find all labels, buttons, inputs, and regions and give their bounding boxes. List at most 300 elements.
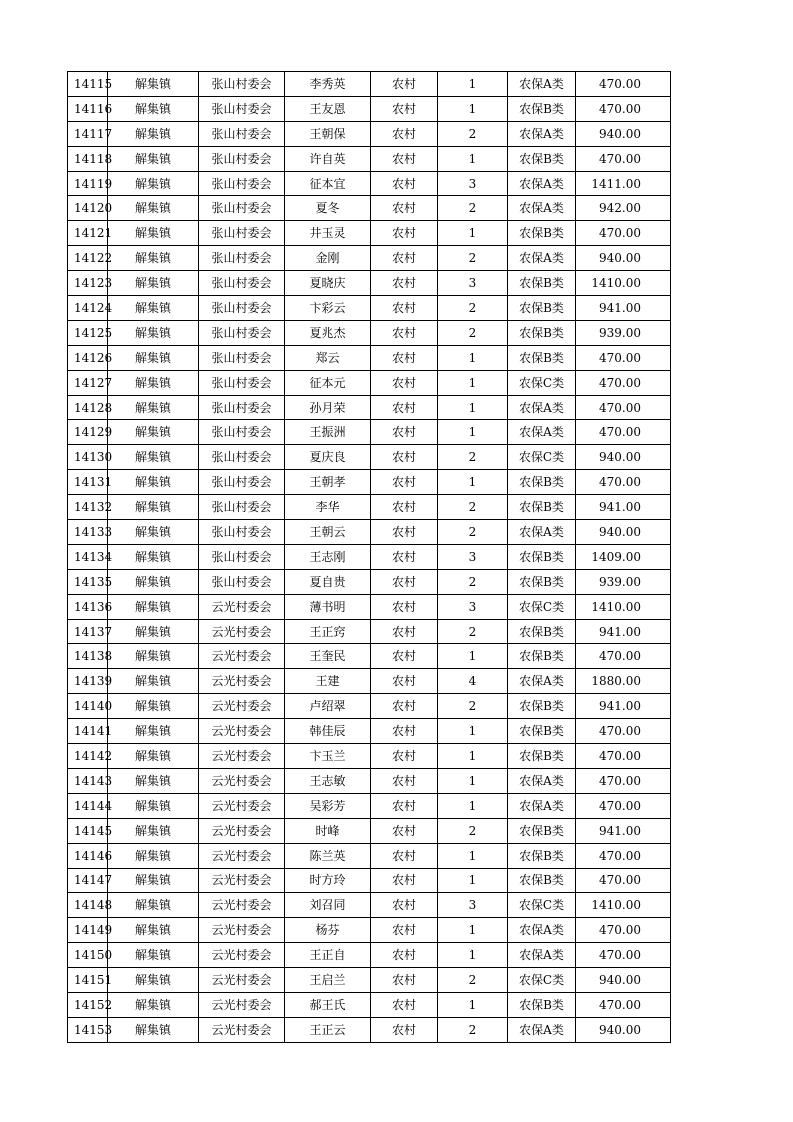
row-id-cell: 14116 [68, 96, 108, 121]
amount-cell: 470.00 [576, 395, 671, 420]
town-name-cell: 解集镇 [108, 719, 199, 744]
insurance-category-cell: 农保A类 [508, 246, 576, 271]
table-row [68, 146, 671, 171]
row-id-cell: 14139 [68, 669, 108, 694]
person-name-cell: 王朝孝 [285, 470, 371, 495]
member-count-cell: 1 [438, 793, 508, 818]
insurance-category-cell: 农保B类 [508, 644, 576, 669]
village-name-cell: 张山村委会 [199, 445, 285, 470]
insurance-category-cell: 农保B类 [508, 569, 576, 594]
person-name-cell: 王友恩 [285, 96, 371, 121]
row-id-cell: 14127 [68, 370, 108, 395]
insurance-category-cell: 农保A类 [508, 196, 576, 221]
insurance-category-cell: 农保B类 [508, 271, 576, 296]
table-row [68, 420, 671, 445]
amount-cell: 470.00 [576, 719, 671, 744]
member-count-cell: 1 [438, 72, 508, 97]
member-count-cell: 2 [438, 694, 508, 719]
insurance-category-cell: 农保B类 [508, 96, 576, 121]
insurance-category-cell: 农保B类 [508, 868, 576, 893]
person-name-cell: 卢绍翠 [285, 694, 371, 719]
table-row [68, 893, 671, 918]
person-name-cell: 孙月荣 [285, 395, 371, 420]
amount-cell: 470.00 [576, 992, 671, 1017]
person-name-cell: 井玉灵 [285, 221, 371, 246]
table-row [68, 271, 671, 296]
table-body [68, 72, 671, 1043]
row-id-cell: 14148 [68, 893, 108, 918]
town-name-cell: 解集镇 [108, 694, 199, 719]
town-name-cell: 解集镇 [108, 768, 199, 793]
table-row [68, 669, 671, 694]
town-name-cell: 解集镇 [108, 221, 199, 246]
person-name-cell: 王正窍 [285, 619, 371, 644]
insurance-category-cell: 农保B类 [508, 320, 576, 345]
amount-cell: 470.00 [576, 370, 671, 395]
member-count-cell: 3 [438, 594, 508, 619]
insurance-category-cell: 农保B类 [508, 296, 576, 321]
row-id-cell: 14143 [68, 768, 108, 793]
town-name-cell: 解集镇 [108, 121, 199, 146]
person-name-cell: 韩佳辰 [285, 719, 371, 744]
town-name-cell: 解集镇 [108, 1017, 199, 1042]
amount-cell: 1880.00 [576, 669, 671, 694]
area-type-cell: 农村 [371, 246, 438, 271]
insurance-category-cell: 农保C类 [508, 968, 576, 993]
town-name-cell: 解集镇 [108, 196, 199, 221]
town-name-cell: 解集镇 [108, 370, 199, 395]
row-id-cell: 14121 [68, 221, 108, 246]
area-type-cell: 农村 [371, 594, 438, 619]
amount-cell: 941.00 [576, 495, 671, 520]
member-count-cell: 2 [438, 246, 508, 271]
village-name-cell: 云光村委会 [199, 893, 285, 918]
amount-cell: 470.00 [576, 644, 671, 669]
area-type-cell: 农村 [371, 619, 438, 644]
amount-cell: 940.00 [576, 121, 671, 146]
area-type-cell: 农村 [371, 121, 438, 146]
table-row [68, 520, 671, 545]
person-name-cell: 夏自贵 [285, 569, 371, 594]
row-id-cell: 14137 [68, 619, 108, 644]
table-row [68, 619, 671, 644]
town-name-cell: 解集镇 [108, 918, 199, 943]
person-name-cell: 薄书明 [285, 594, 371, 619]
insurance-category-cell: 农保B类 [508, 694, 576, 719]
town-name-cell: 解集镇 [108, 395, 199, 420]
row-id-cell: 14115 [68, 72, 108, 97]
person-name-cell: 夏庆良 [285, 445, 371, 470]
member-count-cell: 2 [438, 121, 508, 146]
person-name-cell: 征本元 [285, 370, 371, 395]
amount-cell: 941.00 [576, 694, 671, 719]
amount-cell: 470.00 [576, 843, 671, 868]
amount-cell: 1409.00 [576, 544, 671, 569]
member-count-cell: 1 [438, 992, 508, 1017]
table-row [68, 868, 671, 893]
village-name-cell: 云光村委会 [199, 868, 285, 893]
member-count-cell: 2 [438, 320, 508, 345]
town-name-cell: 解集镇 [108, 495, 199, 520]
table-row [68, 943, 671, 968]
row-id-cell: 14150 [68, 943, 108, 968]
area-type-cell: 农村 [371, 395, 438, 420]
member-count-cell: 1 [438, 146, 508, 171]
member-count-cell: 1 [438, 768, 508, 793]
amount-cell: 470.00 [576, 943, 671, 968]
village-name-cell: 张山村委会 [199, 345, 285, 370]
person-name-cell: 郑云 [285, 345, 371, 370]
row-id-cell: 14134 [68, 544, 108, 569]
member-count-cell: 1 [438, 744, 508, 769]
amount-cell: 939.00 [576, 569, 671, 594]
row-id-cell: 14122 [68, 246, 108, 271]
person-name-cell: 时方玲 [285, 868, 371, 893]
town-name-cell: 解集镇 [108, 345, 199, 370]
amount-cell: 940.00 [576, 1017, 671, 1042]
village-name-cell: 云光村委会 [199, 694, 285, 719]
village-name-cell: 张山村委会 [199, 221, 285, 246]
village-name-cell: 云光村委会 [199, 744, 285, 769]
member-count-cell: 1 [438, 719, 508, 744]
table-row [68, 694, 671, 719]
insurance-category-cell: 农保B类 [508, 818, 576, 843]
row-id-cell: 14151 [68, 968, 108, 993]
area-type-cell: 农村 [371, 644, 438, 669]
member-count-cell: 1 [438, 843, 508, 868]
village-name-cell: 张山村委会 [199, 420, 285, 445]
area-type-cell: 农村 [371, 520, 438, 545]
area-type-cell: 农村 [371, 96, 438, 121]
person-name-cell: 王朝保 [285, 121, 371, 146]
town-name-cell: 解集镇 [108, 420, 199, 445]
area-type-cell: 农村 [371, 968, 438, 993]
village-name-cell: 云光村委会 [199, 918, 285, 943]
town-name-cell: 解集镇 [108, 544, 199, 569]
member-count-cell: 2 [438, 520, 508, 545]
table-row [68, 246, 671, 271]
amount-cell: 941.00 [576, 296, 671, 321]
insurance-category-cell: 农保B类 [508, 719, 576, 744]
area-type-cell: 农村 [371, 146, 438, 171]
table-row [68, 370, 671, 395]
person-name-cell: 王正云 [285, 1017, 371, 1042]
area-type-cell: 农村 [371, 470, 438, 495]
village-name-cell: 云光村委会 [199, 1017, 285, 1042]
village-name-cell: 云光村委会 [199, 968, 285, 993]
village-name-cell: 张山村委会 [199, 544, 285, 569]
area-type-cell: 农村 [371, 370, 438, 395]
member-count-cell: 1 [438, 943, 508, 968]
town-name-cell: 解集镇 [108, 744, 199, 769]
town-name-cell: 解集镇 [108, 171, 199, 196]
insurance-category-cell: 农保B类 [508, 843, 576, 868]
insurance-category-cell: 农保A类 [508, 918, 576, 943]
amount-cell: 940.00 [576, 445, 671, 470]
area-type-cell: 农村 [371, 445, 438, 470]
member-count-cell: 1 [438, 395, 508, 420]
town-name-cell: 解集镇 [108, 96, 199, 121]
person-name-cell: 王建 [285, 669, 371, 694]
village-name-cell: 云光村委会 [199, 644, 285, 669]
insurance-category-cell: 农保A类 [508, 395, 576, 420]
area-type-cell: 农村 [371, 719, 438, 744]
person-name-cell: 王正自 [285, 943, 371, 968]
person-name-cell: 陈兰英 [285, 843, 371, 868]
amount-cell: 1410.00 [576, 594, 671, 619]
person-name-cell: 征本宜 [285, 171, 371, 196]
row-id-cell: 14138 [68, 644, 108, 669]
row-id-cell: 14128 [68, 395, 108, 420]
table-row [68, 793, 671, 818]
amount-cell: 470.00 [576, 470, 671, 495]
row-id-cell: 14142 [68, 744, 108, 769]
area-type-cell: 农村 [371, 221, 438, 246]
person-name-cell: 许自英 [285, 146, 371, 171]
amount-cell: 470.00 [576, 345, 671, 370]
member-count-cell: 1 [438, 96, 508, 121]
village-name-cell: 张山村委会 [199, 569, 285, 594]
area-type-cell: 农村 [371, 768, 438, 793]
amount-cell: 942.00 [576, 196, 671, 221]
member-count-cell: 1 [438, 370, 508, 395]
table-row [68, 768, 671, 793]
town-name-cell: 解集镇 [108, 943, 199, 968]
village-name-cell: 张山村委会 [199, 296, 285, 321]
table-row [68, 72, 671, 97]
insurance-category-cell: 农保A类 [508, 768, 576, 793]
member-count-cell: 2 [438, 818, 508, 843]
person-name-cell: 郝王氏 [285, 992, 371, 1017]
area-type-cell: 农村 [371, 918, 438, 943]
row-id-cell: 14149 [68, 918, 108, 943]
town-name-cell: 解集镇 [108, 619, 199, 644]
person-name-cell: 王志敏 [285, 768, 371, 793]
town-name-cell: 解集镇 [108, 271, 199, 296]
village-name-cell: 云光村委会 [199, 818, 285, 843]
insurance-category-cell: 农保A类 [508, 793, 576, 818]
insurance-category-cell: 农保C类 [508, 445, 576, 470]
area-type-cell: 农村 [371, 793, 438, 818]
row-id-cell: 14119 [68, 171, 108, 196]
table-row [68, 445, 671, 470]
village-name-cell: 张山村委会 [199, 495, 285, 520]
member-count-cell: 4 [438, 669, 508, 694]
table-row [68, 744, 671, 769]
town-name-cell: 解集镇 [108, 793, 199, 818]
village-name-cell: 张山村委会 [199, 121, 285, 146]
amount-cell: 941.00 [576, 818, 671, 843]
person-name-cell: 金刚 [285, 246, 371, 271]
table-row [68, 968, 671, 993]
village-name-cell: 张山村委会 [199, 96, 285, 121]
person-name-cell: 卞玉兰 [285, 744, 371, 769]
area-type-cell: 农村 [371, 296, 438, 321]
row-id-cell: 14153 [68, 1017, 108, 1042]
village-name-cell: 云光村委会 [199, 768, 285, 793]
table-row [68, 296, 671, 321]
member-count-cell: 2 [438, 445, 508, 470]
area-type-cell: 农村 [371, 868, 438, 893]
village-name-cell: 张山村委会 [199, 320, 285, 345]
row-id-cell: 14118 [68, 146, 108, 171]
amount-cell: 1411.00 [576, 171, 671, 196]
amount-cell: 470.00 [576, 768, 671, 793]
area-type-cell: 农村 [371, 669, 438, 694]
member-count-cell: 1 [438, 470, 508, 495]
amount-cell: 470.00 [576, 96, 671, 121]
row-id-cell: 14147 [68, 868, 108, 893]
area-type-cell: 农村 [371, 72, 438, 97]
table-row [68, 594, 671, 619]
person-name-cell: 王志刚 [285, 544, 371, 569]
person-name-cell: 夏晓庆 [285, 271, 371, 296]
town-name-cell: 解集镇 [108, 246, 199, 271]
town-name-cell: 解集镇 [108, 470, 199, 495]
member-count-cell: 1 [438, 345, 508, 370]
member-count-cell: 2 [438, 196, 508, 221]
row-id-cell: 14152 [68, 992, 108, 1017]
area-type-cell: 农村 [371, 345, 438, 370]
member-count-cell: 3 [438, 893, 508, 918]
table-row [68, 544, 671, 569]
area-type-cell: 农村 [371, 320, 438, 345]
table-row [68, 495, 671, 520]
area-type-cell: 农村 [371, 271, 438, 296]
town-name-cell: 解集镇 [108, 968, 199, 993]
town-name-cell: 解集镇 [108, 594, 199, 619]
area-type-cell: 农村 [371, 544, 438, 569]
village-name-cell: 张山村委会 [199, 395, 285, 420]
table-row [68, 644, 671, 669]
member-count-cell: 3 [438, 544, 508, 569]
row-id-cell: 14124 [68, 296, 108, 321]
town-name-cell: 解集镇 [108, 146, 199, 171]
insurance-category-cell: 农保B类 [508, 345, 576, 370]
table-row [68, 96, 671, 121]
table-row [68, 818, 671, 843]
village-name-cell: 云光村委会 [199, 793, 285, 818]
row-id-cell: 14129 [68, 420, 108, 445]
row-id-cell: 14133 [68, 520, 108, 545]
village-name-cell: 云光村委会 [199, 992, 285, 1017]
amount-cell: 940.00 [576, 246, 671, 271]
row-id-cell: 14145 [68, 818, 108, 843]
town-name-cell: 解集镇 [108, 520, 199, 545]
person-name-cell: 时峰 [285, 818, 371, 843]
village-name-cell: 张山村委会 [199, 196, 285, 221]
area-type-cell: 农村 [371, 818, 438, 843]
amount-cell: 939.00 [576, 320, 671, 345]
area-type-cell: 农村 [371, 171, 438, 196]
amount-cell: 470.00 [576, 793, 671, 818]
village-name-cell: 张山村委会 [199, 146, 285, 171]
member-count-cell: 2 [438, 296, 508, 321]
amount-cell: 470.00 [576, 72, 671, 97]
table-row [68, 395, 671, 420]
area-type-cell: 农村 [371, 495, 438, 520]
row-id-cell: 14144 [68, 793, 108, 818]
person-name-cell: 杨芬 [285, 918, 371, 943]
amount-cell: 470.00 [576, 918, 671, 943]
insurance-category-cell: 农保A类 [508, 669, 576, 694]
amount-cell: 470.00 [576, 146, 671, 171]
person-name-cell: 李华 [285, 495, 371, 520]
area-type-cell: 农村 [371, 843, 438, 868]
table-row [68, 221, 671, 246]
area-type-cell: 农村 [371, 943, 438, 968]
amount-cell: 940.00 [576, 520, 671, 545]
insurance-category-cell: 农保C类 [508, 893, 576, 918]
insurance-category-cell: 农保B类 [508, 495, 576, 520]
village-name-cell: 张山村委会 [199, 171, 285, 196]
person-name-cell: 夏冬 [285, 196, 371, 221]
member-count-cell: 1 [438, 420, 508, 445]
area-type-cell: 农村 [371, 744, 438, 769]
row-id-cell: 14126 [68, 345, 108, 370]
village-name-cell: 张山村委会 [199, 520, 285, 545]
member-count-cell: 3 [438, 171, 508, 196]
table-row [68, 121, 671, 146]
member-count-cell: 1 [438, 644, 508, 669]
person-name-cell: 王启兰 [285, 968, 371, 993]
table-row [68, 992, 671, 1017]
row-id-cell: 14135 [68, 569, 108, 594]
member-count-cell: 1 [438, 221, 508, 246]
insurance-category-cell: 农保C类 [508, 594, 576, 619]
insurance-category-cell: 农保A类 [508, 943, 576, 968]
person-name-cell: 王振洲 [285, 420, 371, 445]
town-name-cell: 解集镇 [108, 992, 199, 1017]
amount-cell: 470.00 [576, 744, 671, 769]
town-name-cell: 解集镇 [108, 644, 199, 669]
village-name-cell: 张山村委会 [199, 271, 285, 296]
insurance-category-cell: 农保A类 [508, 171, 576, 196]
person-name-cell: 卞彩云 [285, 296, 371, 321]
row-id-cell: 14146 [68, 843, 108, 868]
area-type-cell: 农村 [371, 694, 438, 719]
town-name-cell: 解集镇 [108, 445, 199, 470]
row-id-cell: 14141 [68, 719, 108, 744]
member-count-cell: 3 [438, 271, 508, 296]
town-name-cell: 解集镇 [108, 843, 199, 868]
insurance-category-cell: 农保A类 [508, 72, 576, 97]
village-name-cell: 云光村委会 [199, 719, 285, 744]
person-name-cell: 李秀英 [285, 72, 371, 97]
member-count-cell: 2 [438, 495, 508, 520]
area-type-cell: 农村 [371, 893, 438, 918]
table-row [68, 171, 671, 196]
table-row [68, 345, 671, 370]
amount-cell: 470.00 [576, 221, 671, 246]
amount-cell: 940.00 [576, 968, 671, 993]
town-name-cell: 解集镇 [108, 893, 199, 918]
insurance-category-cell: 农保A类 [508, 520, 576, 545]
town-name-cell: 解集镇 [108, 296, 199, 321]
area-type-cell: 农村 [371, 1017, 438, 1042]
row-id-cell: 14120 [68, 196, 108, 221]
village-name-cell: 张山村委会 [199, 246, 285, 271]
table-row [68, 918, 671, 943]
member-count-cell: 2 [438, 1017, 508, 1042]
insurance-category-cell: 农保B类 [508, 544, 576, 569]
table-row [68, 1017, 671, 1042]
table-row [68, 196, 671, 221]
row-id-cell: 14130 [68, 445, 108, 470]
member-count-cell: 2 [438, 619, 508, 644]
row-id-cell: 14117 [68, 121, 108, 146]
area-type-cell: 农村 [371, 569, 438, 594]
